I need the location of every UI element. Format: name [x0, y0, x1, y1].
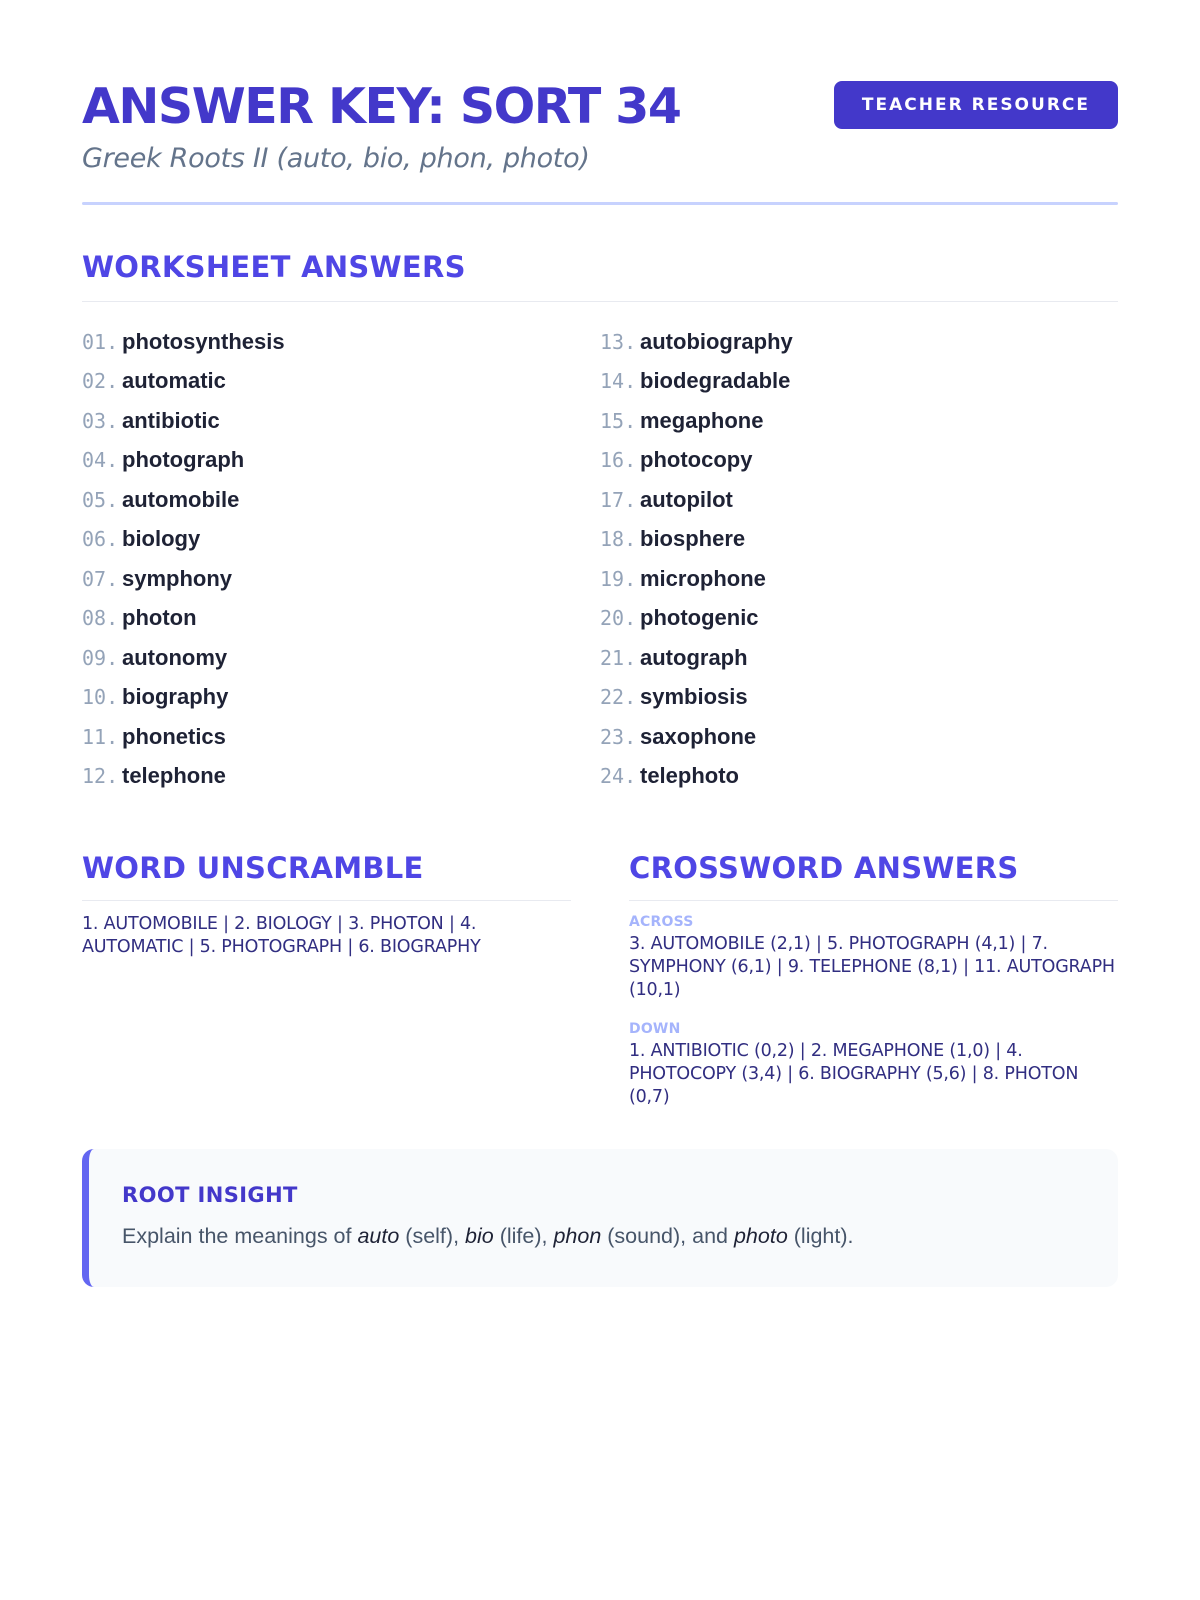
meaning-bio: (life), — [493, 1224, 554, 1248]
answer-word: microphone — [640, 565, 766, 591]
answer-number: 19. — [600, 566, 637, 591]
answer-row — [82, 678, 600, 718]
root-insight-text — [122, 1222, 1085, 1250]
unscramble-section — [82, 850, 571, 1109]
answer-number: 17. — [600, 487, 637, 512]
answer-number: 21. — [600, 645, 637, 670]
answer-row — [82, 520, 600, 560]
across-label: ACROSS — [629, 914, 694, 930]
answer-word: symphony — [122, 565, 233, 591]
answer-row — [600, 638, 1118, 678]
answer-row — [600, 362, 1118, 402]
answer-word: biodegradable — [640, 368, 791, 394]
answer-row — [600, 717, 1118, 757]
root-phon: phon — [553, 1224, 602, 1248]
meaning-auto: (self), — [399, 1224, 466, 1248]
answer-word: automatic — [122, 368, 226, 394]
meaning-phon: (sound), and — [601, 1224, 734, 1248]
worksheet-answers-list — [82, 322, 1118, 796]
answer-row — [600, 599, 1118, 639]
answer-word: photogenic — [640, 605, 759, 631]
root-bio: bio — [465, 1224, 494, 1248]
page-subtitle: Greek Roots II (auto, bio, phon, photo) — [82, 143, 590, 174]
answer-number: 12. — [82, 764, 119, 789]
answers-column-right — [600, 322, 1118, 796]
answer-row — [600, 559, 1118, 599]
answer-word: photocopy — [640, 447, 753, 473]
answer-word: automobile — [122, 486, 240, 512]
answer-row — [82, 480, 600, 520]
answer-word: biosphere — [640, 526, 746, 552]
answer-row — [600, 520, 1118, 560]
answer-number: 11. — [82, 724, 119, 749]
answer-number: 03. — [82, 408, 119, 433]
answer-row — [82, 638, 600, 678]
answer-word: phonetics — [122, 723, 226, 749]
crossword-divider — [629, 900, 1118, 901]
answer-word: telephone — [122, 763, 226, 789]
crossword-answers-title: CROSSWORD ANSWERS — [629, 851, 1019, 885]
answer-number: 05. — [82, 487, 119, 512]
answer-number: 02. — [82, 369, 119, 394]
answer-word: symbiosis — [640, 684, 748, 710]
answer-word: biography — [122, 684, 229, 710]
down-label: DOWN — [629, 1021, 681, 1037]
unscramble-divider — [82, 900, 571, 901]
answer-number: 23. — [600, 724, 637, 749]
answer-word: telephoto — [640, 763, 739, 789]
answer-number: 14. — [600, 369, 637, 394]
answer-number: 20. — [600, 606, 637, 631]
answer-number: 10. — [82, 685, 119, 710]
root-photo: photo — [733, 1224, 788, 1248]
root-insight-title: ROOT INSIGHT — [122, 1183, 298, 1207]
meaning-photo: (light). — [787, 1224, 854, 1248]
answer-row — [82, 559, 600, 599]
answer-number: 07. — [82, 566, 119, 591]
answer-row — [82, 401, 600, 441]
answer-row — [82, 757, 600, 797]
insight-intro: Explain the meanings of — [122, 1224, 358, 1248]
page-title: ANSWER KEY: SORT 34 — [82, 78, 681, 135]
answer-number: 08. — [82, 606, 119, 631]
answer-word: photograph — [122, 447, 245, 473]
answer-row — [600, 678, 1118, 718]
answer-row — [600, 322, 1118, 362]
answer-word: megaphone — [640, 407, 764, 433]
answer-number: 13. — [600, 329, 637, 354]
teacher-resource-badge: TEACHER RESOURCE — [834, 81, 1118, 129]
answer-word: autobiography — [640, 328, 793, 354]
worksheet-answers-title: WORKSHEET ANSWERS — [82, 250, 466, 284]
answer-number: 06. — [82, 527, 119, 552]
answer-row — [600, 441, 1118, 481]
answer-number: 01. — [82, 329, 119, 354]
answer-row — [82, 362, 600, 402]
root-insight-box — [82, 1149, 1118, 1287]
word-unscramble-title: WORD UNSCRAMBLE — [82, 851, 424, 885]
page-header — [82, 80, 1118, 176]
answer-row — [82, 322, 600, 362]
answer-row — [600, 401, 1118, 441]
answer-word: biology — [122, 526, 201, 552]
answer-number: 15. — [600, 408, 637, 433]
root-auto: auto — [357, 1224, 400, 1248]
answer-number: 18. — [600, 527, 637, 552]
answer-number: 22. — [600, 685, 637, 710]
header-divider — [82, 202, 1118, 205]
answer-word: autograph — [640, 644, 748, 670]
answer-number: 16. — [600, 448, 637, 473]
answer-row — [600, 480, 1118, 520]
answer-row — [82, 717, 600, 757]
answer-word: antibiotic — [122, 407, 220, 433]
answer-row — [600, 757, 1118, 797]
across-answers: 3. AUTOMOBILE (2,1) | 5. PHOTOGRAPH (4,1) | 7. SYMPHONY (6,1) | 9. TELEPHONE (8,1) | 11. AUTOGRAPH (10,1) — [629, 934, 1115, 1000]
answer-number: 24. — [600, 764, 637, 789]
answer-word: photon — [122, 605, 197, 631]
down-answers: 1. ANTIBIOTIC (0,2) | 2. MEGAPHONE (1,0) | 4. PHOTOCOPY (3,4) | 6. BIOGRAPHY (5,6) | 8. PHOTON (0,7) — [629, 1041, 1079, 1107]
answer-word: autopilot — [640, 486, 733, 512]
answer-word: autonomy — [122, 644, 228, 670]
answer-row — [82, 599, 600, 639]
answer-word: saxophone — [640, 723, 757, 749]
answer-word: photosynthesis — [122, 328, 285, 354]
answer-row — [82, 441, 600, 481]
worksheet-divider — [82, 301, 1118, 302]
answer-number: 04. — [82, 448, 119, 473]
lower-sections — [82, 850, 1118, 1109]
answer-number: 09. — [82, 645, 119, 670]
title-block — [82, 80, 681, 176]
unscramble-answers: 1. AUTOMOBILE | 2. BIOLOGY | 3. PHOTON | 4. AUTOMATIC | 5. PHOTOGRAPH | 6. BIOGRAPHY — [82, 914, 481, 957]
answers-column-left — [82, 322, 600, 796]
crossword-section — [629, 850, 1118, 1109]
